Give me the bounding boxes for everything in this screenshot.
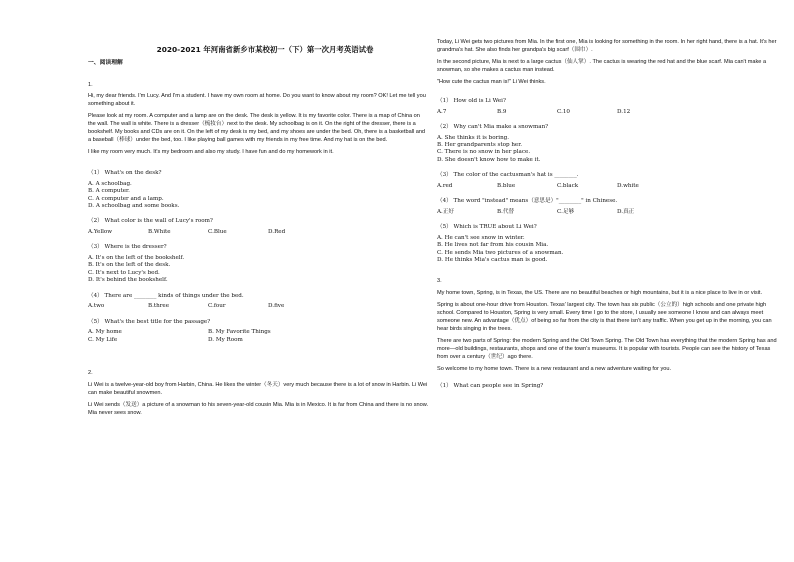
- passage-2-paragraph: In the second picture, Mia is next to a large cactus（仙人掌）. The cactus is wearing the red hat and the blue scarf. Mia can't make a snowman, so she makes a cactus man instead.: [437, 59, 767, 73]
- passage-1-paragraph: I like my room very much. It's my bedroom and also my study. I have fun and do my homework in it.: [88, 149, 334, 156]
- section-heading: 一、阅读理解: [88, 60, 123, 66]
- answer-option[interactable]: D.white: [617, 182, 639, 189]
- question-stem: （1） What can people see in Spring?: [437, 383, 544, 390]
- options-row: [88, 303, 428, 310]
- question-stem: （5） What's the best title for the passage?: [88, 318, 211, 325]
- passage-2-paragraph: Today, Li Wei gets two pictures from Mia. In the first one, Mia is looking for something in the room. In her right hand, there is a hat. It's her grandma's hat. She also finds her grandpa's big scarf（围巾）.: [437, 39, 777, 53]
- answer-option[interactable]: D.真正: [617, 208, 635, 215]
- answer-option[interactable]: D. My Room: [208, 336, 243, 343]
- options-row: [437, 109, 777, 116]
- question-stem: （4） There are ________ kinds of things under the bed.: [88, 292, 244, 299]
- answer-option[interactable]: C.black: [557, 182, 579, 189]
- question-stem: （1） How old is Li Wei?: [437, 98, 506, 104]
- question-stem: （3） Where is the dresser?: [88, 244, 167, 251]
- answer-option[interactable]: B.White: [148, 229, 171, 235]
- answer-option[interactable]: C.Blue: [208, 229, 227, 235]
- passage-3-number: 3.: [437, 278, 442, 285]
- question-stem: （1） What's on the desk?: [88, 170, 162, 177]
- answer-option[interactable]: D. She doesn't know how to make it.: [437, 156, 541, 163]
- passage-1-paragraph: Please look at my room. A computer and a lamp are on the desk. The desk is yellow. It is my favorite color. There is a map of China on the wall. The wall is white. There is a dresser（梳妆台）next to the desk. My schoolbag is on it. On the right of the dresser, there is a bookshelf. My books and CDs are on it. On the left of my desk is my bed, and my shoes are under the bed. Oh, there is a basketball and a baseball（棒球）under the bed, too. I like playing ball games with my friends in my free time. And my hat is on the bed.: [88, 113, 426, 144]
- question-stem: （2） Why can't Mia make a snowman?: [437, 124, 549, 130]
- answer-option[interactable]: A.7: [437, 108, 447, 115]
- answer-option[interactable]: A.Yellow: [88, 229, 113, 235]
- answer-option[interactable]: A. A schoolbag.: [88, 180, 132, 187]
- passage-3-paragraph: My home town, Spring, is in Texas, the US. There are no beautiful beaches or high mountains, but it is a nice place to live in or visit.: [437, 290, 763, 297]
- question-stem: （2） What color is the wall of Lucy's room?: [88, 218, 213, 225]
- answer-option[interactable]: C.10: [557, 108, 570, 115]
- answer-option[interactable]: B.代替: [497, 208, 515, 215]
- answer-option[interactable]: A.two: [88, 303, 105, 310]
- passage-3-paragraph: Spring is about one-hour drive from Houston. Texas' largest city. The town has six public（公立的）high schools and one private high school. Compared to Houston, Spring is very small. Every time I go to the store, I usually see someone I know and can always meet someone new. An advantage（优点）of being so far from the city is that there isn't any traffic. When you get up in the morning, you can hear birds singing in the trees.: [437, 302, 772, 333]
- answer-option[interactable]: A. My home: [88, 329, 122, 336]
- answer-option[interactable]: D. He thinks Mia's cactus man is good.: [437, 257, 548, 264]
- answer-option[interactable]: C. There is no snow in her place.: [437, 149, 531, 156]
- answer-option[interactable]: B.three: [148, 303, 170, 310]
- question-stem: （3） The color of the cactusman's hat is ________.: [437, 172, 579, 179]
- question-stem: （4） The word "instead" means（意思是）"________" in Chinese.: [437, 198, 618, 205]
- passage-1-paragraph: Hi, my dear friends. I'm Lucy. And I'm a student. I have my own room at home. Do you want to know about my room? OK! Let me tell you something about it.: [88, 93, 426, 108]
- passage-2-paragraph: Li Wei sends（发送）a picture of a snowman to his seven-year-old cousin Mia. Mia is in Mexico. It is far from China and there is no snow. Mia never sees snow.: [88, 401, 429, 416]
- answer-option[interactable]: B. Her grandparents stop her.: [437, 142, 523, 148]
- answer-option[interactable]: C. My Life: [88, 336, 118, 343]
- answer-option[interactable]: A. She thinks it is boring.: [437, 134, 510, 141]
- answer-option[interactable]: D.12: [617, 108, 631, 115]
- answer-option[interactable]: C. It's next to Lucy's bed.: [88, 269, 160, 276]
- answer-option[interactable]: B. It's on the left of the desk.: [88, 262, 171, 269]
- answer-option[interactable]: C.足够: [557, 208, 575, 215]
- passage-2-paragraph: Li Wei is a twelve-year-old boy from Harbin, China. He likes the winter（冬天）very much because there is a lot of snow in Harbin. Li Wei can make beautiful snowmen.: [88, 381, 428, 396]
- passage-3-paragraph: So welcome to my home town. There is a new restaurant and a new adventure waiting for you.: [437, 366, 672, 373]
- passage-2-paragraph: "How cute the cactus man is!" Li Wei thinks.: [437, 79, 546, 85]
- answer-option[interactable]: C. He sends Mia two pictures of a snowman.: [437, 249, 564, 256]
- answer-option[interactable]: D.Red: [268, 229, 286, 235]
- answer-option[interactable]: A.red: [437, 182, 453, 189]
- answer-option[interactable]: D. A schoolbag and some books.: [88, 203, 180, 209]
- answer-option[interactable]: A. It's on the left of the bookshelf.: [88, 255, 185, 261]
- options-row: [437, 209, 777, 216]
- right-column: [437, 38, 777, 394]
- options-row: [88, 337, 428, 344]
- answer-option[interactable]: B. He lives not far from his cousin Mia.: [437, 242, 549, 249]
- answer-option[interactable]: C. A computer and a lamp.: [88, 195, 164, 202]
- left-column: [88, 60, 428, 421]
- passage-2-number: 2.: [88, 370, 93, 377]
- options-row: [437, 183, 777, 190]
- passage-1-number: 1.: [88, 81, 93, 88]
- question-stem: （5） Which is TRUE about Li Wei?: [437, 224, 537, 231]
- answer-option[interactable]: A.正好: [437, 208, 455, 215]
- answer-option[interactable]: C.four: [208, 303, 226, 310]
- answer-option[interactable]: B.blue: [497, 182, 516, 189]
- options-row: [88, 229, 428, 236]
- page-title: 2020-2021 年河南省新乡市某校初一（下）第一次月考英语试卷: [156, 45, 374, 54]
- answer-option[interactable]: A. He can't see snow in winter.: [437, 234, 525, 241]
- passage-3-paragraph: There are two parts of Spring: the modern Spring and the Old Town Spring. The Old Town has everything that the modern Spring has and more—old buildings, restaurants, shops and one of the town's museums. It is popular with tourists. People can see the history of Texas from over a century（世纪）ago there.: [437, 338, 777, 361]
- answer-option[interactable]: D. It's behind the bookshelf.: [88, 277, 168, 284]
- answer-option[interactable]: D.five: [268, 303, 285, 310]
- answer-option[interactable]: B. A computer.: [88, 188, 130, 195]
- options-row: [88, 329, 428, 336]
- answer-option[interactable]: B.9: [497, 108, 507, 115]
- answer-option[interactable]: B. My Favorite Things: [208, 329, 271, 336]
